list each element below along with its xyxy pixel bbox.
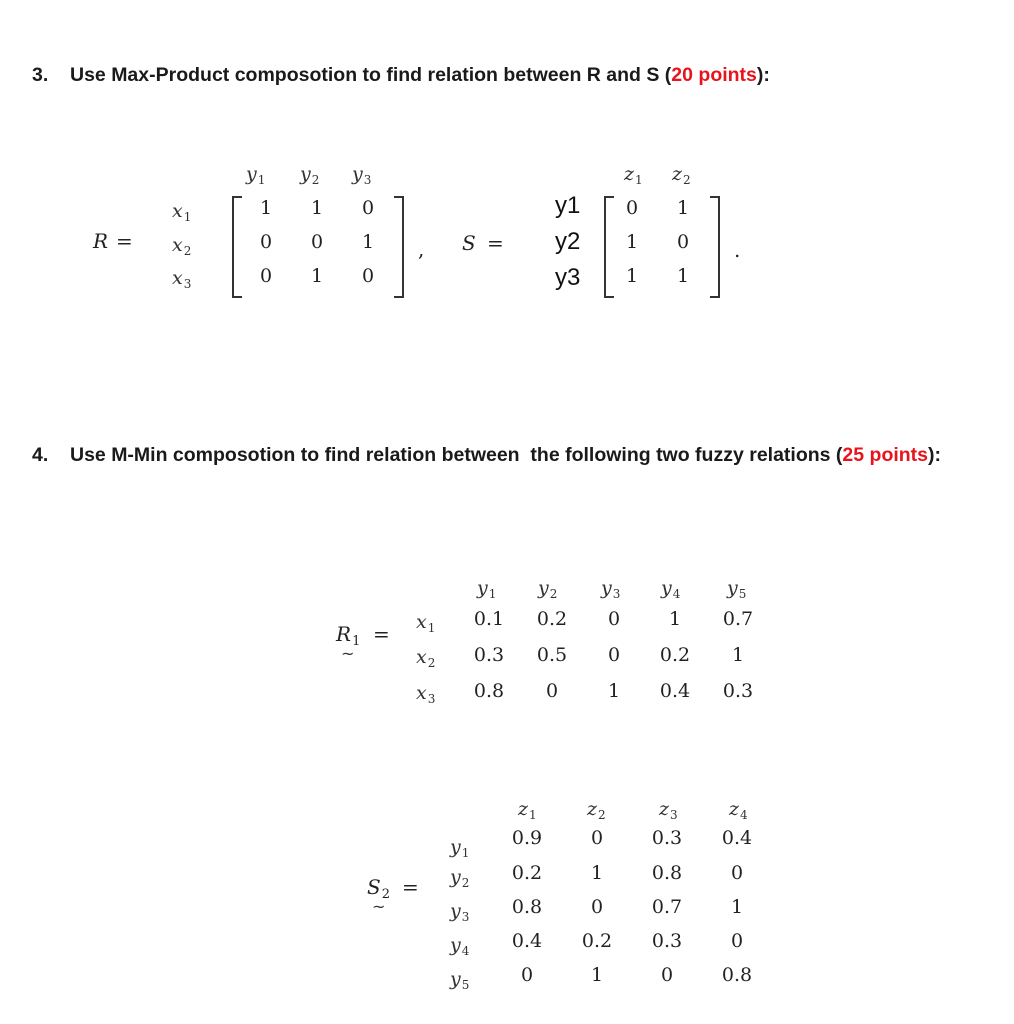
matrix-S2-cell: 0.3 <box>651 827 683 849</box>
matrix-R1-cell: 1 <box>668 608 682 630</box>
matrix-R1-cell: 0.4 <box>659 680 691 702</box>
matrix-S2-col-label: $z_3$ <box>659 798 678 822</box>
question-3-text-end: ): <box>756 64 770 86</box>
question-4-number: 4. <box>32 444 49 466</box>
matrix-R1-cell: 0.7 <box>722 608 754 630</box>
matrix-S2-cell: 0.2 <box>511 862 543 884</box>
matrix-R-cell: 0 <box>310 231 324 253</box>
matrix-S2-cell: 0.3 <box>651 930 683 952</box>
matrix-S2-cell: 0.8 <box>721 964 753 986</box>
matrix-S2-cell: 0.4 <box>721 827 753 849</box>
matrix-R-cell: 0 <box>361 265 375 287</box>
matrix-S-cell: 1 <box>676 265 690 287</box>
matrix-R1-row-label: $x_2$ <box>416 646 436 670</box>
matrix-R-cell: 0 <box>259 265 273 287</box>
matrix-S2-tilde: ~ <box>372 897 386 916</box>
matrix-R-col-label: $y_1$ <box>246 163 266 187</box>
matrix-separator-comma: , <box>418 237 425 261</box>
matrix-S-cell: 0 <box>676 231 690 253</box>
matrix-S2-equals: = <box>402 875 419 899</box>
matrix-S2-row-label: $y_3$ <box>450 900 470 924</box>
matrix-S2-cell: 0 <box>730 862 744 884</box>
matrix-R1-col-label: $y_5$ <box>727 577 747 601</box>
matrix-S-row-label: y3 <box>555 264 581 291</box>
matrix-R-cell: 1 <box>259 197 273 219</box>
matrix-S2-cell: 1 <box>590 964 604 986</box>
matrix-S2-cell: 0.4 <box>511 930 543 952</box>
matrix-R-col-label: $y_3$ <box>352 163 372 187</box>
matrix-S2-cell: 1 <box>590 862 604 884</box>
matrix-R-symbol: R <box>93 229 109 253</box>
matrix-S2-cell: 0.8 <box>651 862 683 884</box>
matrix-R1-col-label: $y_4$ <box>661 577 681 601</box>
matrix-S2-cell: 0 <box>590 827 604 849</box>
matrix-R1-row-label: $x_1$ <box>416 611 436 635</box>
matrix-R-cell: 0 <box>361 197 375 219</box>
matrix-R-cell: 1 <box>310 197 324 219</box>
matrix-R-row-label: $x_3$ <box>172 267 192 291</box>
question-4-heading <box>32 444 941 467</box>
matrix-R-row-label: $x_2$ <box>172 234 192 258</box>
matrix-S2-row-label: $y_5$ <box>450 968 470 992</box>
matrix-R-equals: = <box>116 229 133 253</box>
matrix-S-cell: 1 <box>625 265 639 287</box>
question-3-text: Use Max-Product composotion to find relation between R and S ( <box>70 64 672 86</box>
question-3-points: 20 points <box>671 64 757 86</box>
matrix-S-cell: 0 <box>625 197 639 219</box>
matrix-R1-cell: 0.3 <box>722 680 754 702</box>
question-3-number: 3. <box>32 64 49 86</box>
matrix-R-cell: 1 <box>361 231 375 253</box>
matrix-S2-cell: 1 <box>730 896 744 918</box>
matrix-S2-cell: 0.7 <box>651 896 683 918</box>
matrix-R1-equals: = <box>373 622 390 646</box>
matrix-R1-cell: 0.3 <box>473 644 505 666</box>
matrix-S-cell: 1 <box>676 197 690 219</box>
matrix-S2-row-label: $y_2$ <box>450 866 470 890</box>
matrix-R1-cell: 0.1 <box>473 608 505 630</box>
question-4-points: 25 points <box>842 444 929 466</box>
matrix-S2-row-label: $y_1$ <box>450 836 470 860</box>
matrix-R1-symbol: $R_1$ <box>336 622 361 649</box>
matrix-S2-cell: 0.2 <box>581 930 613 952</box>
matrix-R1-cell: 0.5 <box>536 644 568 666</box>
matrix-S2-row-label: $y_4$ <box>450 934 470 958</box>
matrix-S-col-label: $z_1$ <box>624 163 643 187</box>
matrix-S-col-label: $z_2$ <box>672 163 691 187</box>
matrix-S2-cell: 0 <box>660 964 674 986</box>
matrix-S2-cell: 0 <box>520 964 534 986</box>
matrix-S2-symbol: $S_2$ <box>367 875 390 902</box>
matrix-R-cell: 1 <box>310 265 324 287</box>
matrix-R1-cell: 0 <box>607 608 621 630</box>
matrix-S-cell: 1 <box>625 231 639 253</box>
matrix-R-col-label: $y_2$ <box>300 163 320 187</box>
matrix-R1-tilde: ~ <box>341 644 355 663</box>
matrix-R1-cell: 0.2 <box>536 608 568 630</box>
matrix-S-symbol: S <box>462 231 476 255</box>
matrix-S2-cell: 0 <box>590 896 604 918</box>
matrix-S2-cell: 0.8 <box>511 896 543 918</box>
matrix-R-cell: 0 <box>259 231 273 253</box>
question-3-heading <box>32 64 770 87</box>
matrix-R1-col-label: $y_3$ <box>601 577 621 601</box>
question-4-text-end: ): <box>928 444 942 466</box>
matrix-R-row-label: $x_1$ <box>172 200 192 224</box>
matrix-R1-cell: 0.2 <box>659 644 691 666</box>
matrix-R1-col-label: $y_1$ <box>477 577 497 601</box>
matrix-R1-cell: 0.8 <box>473 680 505 702</box>
question-4-text: Use M-Min composotion to find relation between the following two fuzzy relations ( <box>70 444 843 466</box>
matrix-S2-col-label: $z_1$ <box>518 798 537 822</box>
matrix-S2-cell: 0.9 <box>511 827 543 849</box>
matrix-S-equals: = <box>487 231 504 255</box>
matrix-R1-cell: 1 <box>607 680 621 702</box>
matrix-S2-col-label: $z_4$ <box>729 798 748 822</box>
matrix-R1-cell: 1 <box>731 644 745 666</box>
matrix-S-row-label: y1 <box>555 192 581 219</box>
matrix-S-row-label: y2 <box>555 228 581 255</box>
matrix-S2-col-label: $z_2$ <box>587 798 606 822</box>
matrix-period: . <box>734 238 741 262</box>
matrix-R1-row-label: $x_3$ <box>416 682 436 706</box>
matrix-R1-cell: 0 <box>545 680 559 702</box>
matrix-R1-cell: 0 <box>607 644 621 666</box>
matrix-S2-cell: 0 <box>730 930 744 952</box>
matrix-R1-col-label: $y_2$ <box>538 577 558 601</box>
